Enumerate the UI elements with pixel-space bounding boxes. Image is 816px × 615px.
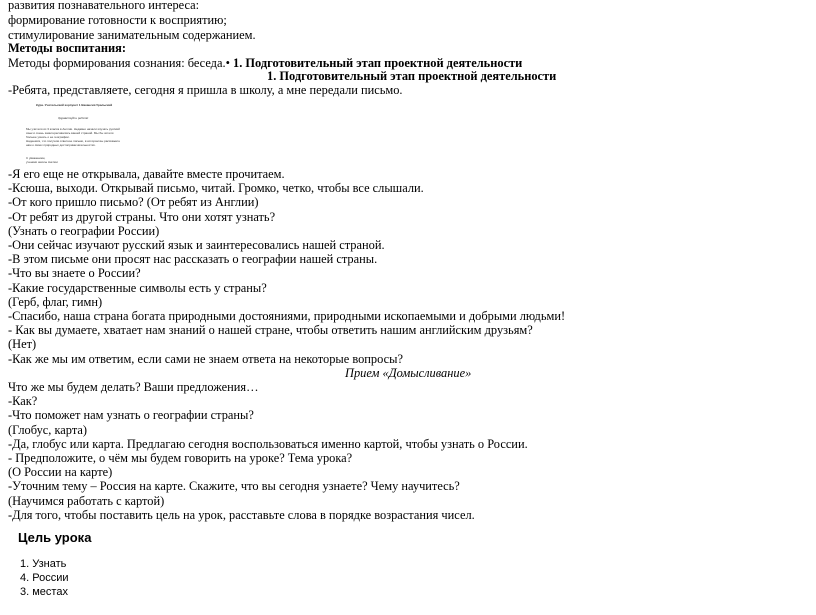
text-line: -Уточним тему – Россия на карте. Скажите, что вы сегодня узнаете? Чему научитесь?	[8, 479, 460, 493]
text-line: (Узнать о географии России)	[8, 224, 160, 238]
text-line: развития познавательного интереса:	[8, 0, 200, 12]
text-line: (Научимся работать с картой)	[8, 494, 165, 508]
text-line: -Какие государственные символы есть у страны?	[8, 281, 267, 295]
goal-title: Цель урока	[18, 530, 92, 545]
text-line: -Что вы знаете о России?	[8, 266, 141, 280]
text-line: -Они сейчас изучают русский язык и заинтересовались нашей страной.	[8, 238, 385, 252]
text-line: -Спасибо, наша страна богата природными достояниями, природными ископаемыми и добрыми людьми!	[8, 309, 566, 323]
text-line: (Нет)	[8, 337, 37, 351]
text-line: (Глобус, карта)	[8, 423, 88, 437]
goal-item: 1. Узнать	[20, 558, 67, 570]
letter-body-line: язык и очень заинтересовались вашей страной. Мы бы хотели	[26, 131, 114, 135]
text-line: - Как вы думаете, хватает нам знаний о нашей стране, чтобы ответить нашим английским друзьям?	[8, 323, 533, 337]
letter-sign-line: С уважением,	[26, 156, 46, 160]
text-line: -Я его еще не открывала, давайте вместе прочитаем.	[8, 167, 285, 181]
letter-greeting: Здравствуйте ребята!	[58, 116, 89, 120]
text-line: Методы формирования сознания: беседа.• 1. Подготовительный этап проектной деятельности	[8, 56, 523, 70]
text-line: формирование готовности к восприятию;	[8, 13, 227, 27]
technique-title: Прием «Домысливание»	[345, 366, 472, 380]
text-line: -Ксюша, выходи. Открывай письмо, читай. Громко, четко, чтобы все слышали.	[8, 181, 424, 195]
text-line: -От ребят из другой страны. Что они хотят узнать?	[8, 210, 276, 224]
text-line: -Как?	[8, 394, 38, 408]
text-line: Что же мы будем делать? Ваши предложения…	[8, 380, 259, 394]
text-line: - Предположите, о чём мы будем говорить на уроке? Тема урока?	[8, 451, 353, 465]
letter-image	[26, 100, 146, 168]
stage-heading-inline: 1. Подготовительный этап проектной деятельности	[233, 56, 523, 70]
text-line: -Для того, чтобы поставить цель на урок, расставьте слова в порядке возрастания чисел.	[8, 508, 475, 522]
goal-item: 4. России	[20, 572, 69, 584]
text-line: (О России на карте)	[8, 465, 113, 479]
goal-item: 3. местах	[20, 586, 68, 598]
text-line: -Да, глобус или карта. Предлагаю сегодня воспользоваться именно картой, чтобы узнать о России.	[8, 437, 528, 451]
text-line: -Как же мы им ответим, если сами не знаем ответа на некоторые вопросы?	[8, 352, 403, 366]
text-line: -В этом письме они просят нас рассказать о географии нашей страны.	[8, 252, 378, 266]
letter-body-line: нам о своих природных достопримечательностях.	[26, 143, 96, 147]
bullet: •	[225, 56, 230, 70]
stage-heading: 1. Подготовительный этап проектной деятельности	[267, 69, 557, 83]
text-line: стимулирование занимательным содержанием.	[8, 28, 256, 42]
text-line: (Герб, флаг, гимн)	[8, 295, 103, 309]
section-heading: Методы воспитания:	[8, 41, 126, 55]
letter-title: Кура. Учительский корпункт 1 Вакансия Уральский	[36, 103, 113, 107]
text-line: -Ребята, представляете, сегодня я пришла в школу, а мне передали письмо.	[8, 83, 403, 97]
letter-body-line: Мы учителя из 3 класса в Англии. Недавно начали изучать русский	[26, 127, 120, 131]
text-line: -Что поможет нам узнать о географии страны?	[8, 408, 254, 422]
letter-body-line: больше узнать о ее географии.	[26, 135, 70, 139]
letter-sign-line: ученики школы Англии	[26, 160, 58, 164]
letter-body-line: Надеемся, что получим ответное письмо, в котором вы расскажете	[26, 139, 121, 143]
text-line: -От кого пришло письмо? (От ребят из Англии)	[8, 195, 259, 209]
